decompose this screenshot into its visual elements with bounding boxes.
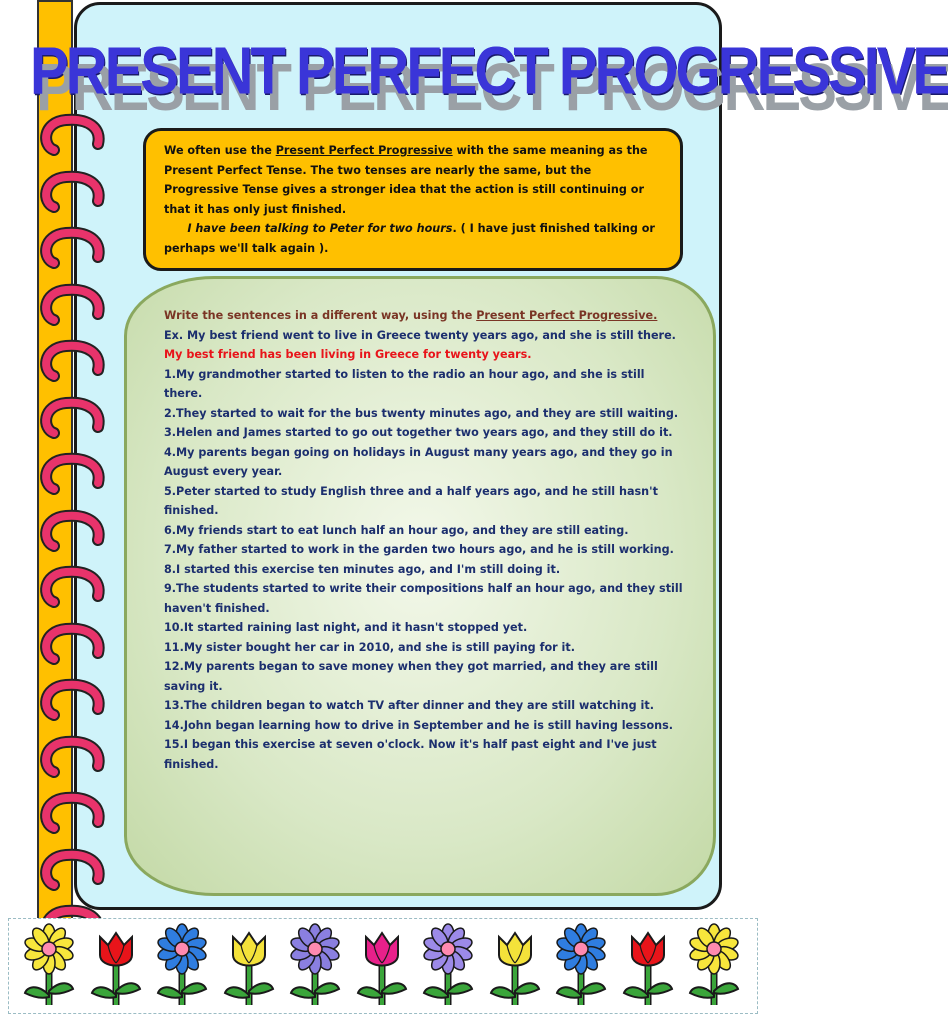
spiral-ring-icon <box>40 229 106 269</box>
exercise-item: 4.My parents began going on holidays in August many years ago, and they go in August every year. <box>164 445 673 478</box>
spiral-ring-icon <box>40 851 106 891</box>
flower-icon <box>19 925 79 1011</box>
exercise-item: 5.Peter started to study English three and a half years ago, and he still hasn't finished. <box>164 484 658 517</box>
flower-icon <box>618 925 678 1011</box>
flower-icon <box>551 925 611 1011</box>
spiral-ring-icon <box>40 625 106 665</box>
spiral-ring-icon <box>40 738 106 778</box>
flower-icon <box>219 925 279 1011</box>
spiral-ring-icon <box>40 681 106 721</box>
intro-term: Present Perfect Progressive <box>275 144 453 157</box>
exercise-example: Ex. My best friend went to live in Greece twenty years ago, and she is still there. <box>164 328 676 342</box>
exercise-item: 12.My parents began to save money when they got married, and they are still saving it. <box>164 660 658 693</box>
intro-text-end: with the same meaning as the Present Perfect Tense. The two tenses are nearly the same, but the Progressive Tense gives a stronger idea that the action is still continuing or that it has only just finished. <box>164 144 648 216</box>
exercise-item: 2.They started to wait for the bus twenty minutes ago, and they are still waiting. <box>164 406 679 420</box>
spiral-ring-icon <box>40 568 106 608</box>
spiral-ring-icon <box>40 116 106 156</box>
spiral-ring-icon <box>40 794 106 834</box>
intro-text-start: We often use the <box>164 144 276 157</box>
exercise-item: 11.My sister bought her car in 2010, and she is still paying for it. <box>164 640 575 654</box>
intro-example: I have been talking to Peter for two hours <box>187 222 453 235</box>
flower-icon <box>418 925 478 1011</box>
exercise-items <box>164 365 684 775</box>
exercise-item: 10.It started raining last night, and it hasn't stopped yet. <box>164 621 528 634</box>
intro-box <box>143 128 683 271</box>
exercise-item: 9.The students started to write their compositions half an hour ago, and they still haven't finished. <box>164 582 683 615</box>
spiral-ring-icon <box>40 512 106 552</box>
page-title: PRESENT PERFECT PROGRESSIVE <box>30 33 948 109</box>
flower-icon <box>485 925 545 1011</box>
intro-example-note: . ( I have just finished talking or perhaps we'll talk again ). <box>164 222 655 255</box>
exercise-item: 14.John began learning how to drive in September and he is still having lessons. <box>164 718 674 732</box>
exercise-answer: My best friend has been living in Greece for twenty years. <box>164 348 532 361</box>
exercise-item: 3.Helen and James started to go out together two years ago, and they still do it. <box>164 426 673 439</box>
exercise-item: 7.My father started to work in the garden two hours ago, and he is still working. <box>164 543 674 556</box>
flower-icon <box>285 925 345 1011</box>
spiral-ring-icon <box>40 286 106 326</box>
exercise-text <box>164 306 684 774</box>
exercise-item: 6.My friends start to eat lunch half an hour ago, and they are still eating. <box>164 523 629 537</box>
exercise-item: 13.The children began to watch TV after dinner and they are still watching it. <box>164 699 654 712</box>
spiral-ring-icon <box>40 342 106 382</box>
exercise-item: 15.I began this exercise at seven o'clock. Now it's half past eight and I've just finished. <box>164 738 657 771</box>
exercise-item: 8.I started this exercise ten minutes ago, and I'm still doing it. <box>164 562 561 576</box>
flower-icon <box>152 925 212 1011</box>
flower-border <box>8 918 758 1014</box>
spiral-ring-icon <box>40 399 106 439</box>
exercise-instruction: Write the sentences in a different way, using the Present Perfect Progressive. <box>164 309 658 322</box>
spiral-ring-icon <box>40 455 106 495</box>
exercise-item: 1.My grandmother started to listen to the radio an hour ago, and she is still there. <box>164 367 645 400</box>
flower-icon <box>684 925 744 1011</box>
flower-icon <box>352 925 412 1011</box>
spiral-ring-icon <box>40 173 106 213</box>
spiral-rings <box>40 116 112 896</box>
flower-icon <box>86 925 146 1011</box>
